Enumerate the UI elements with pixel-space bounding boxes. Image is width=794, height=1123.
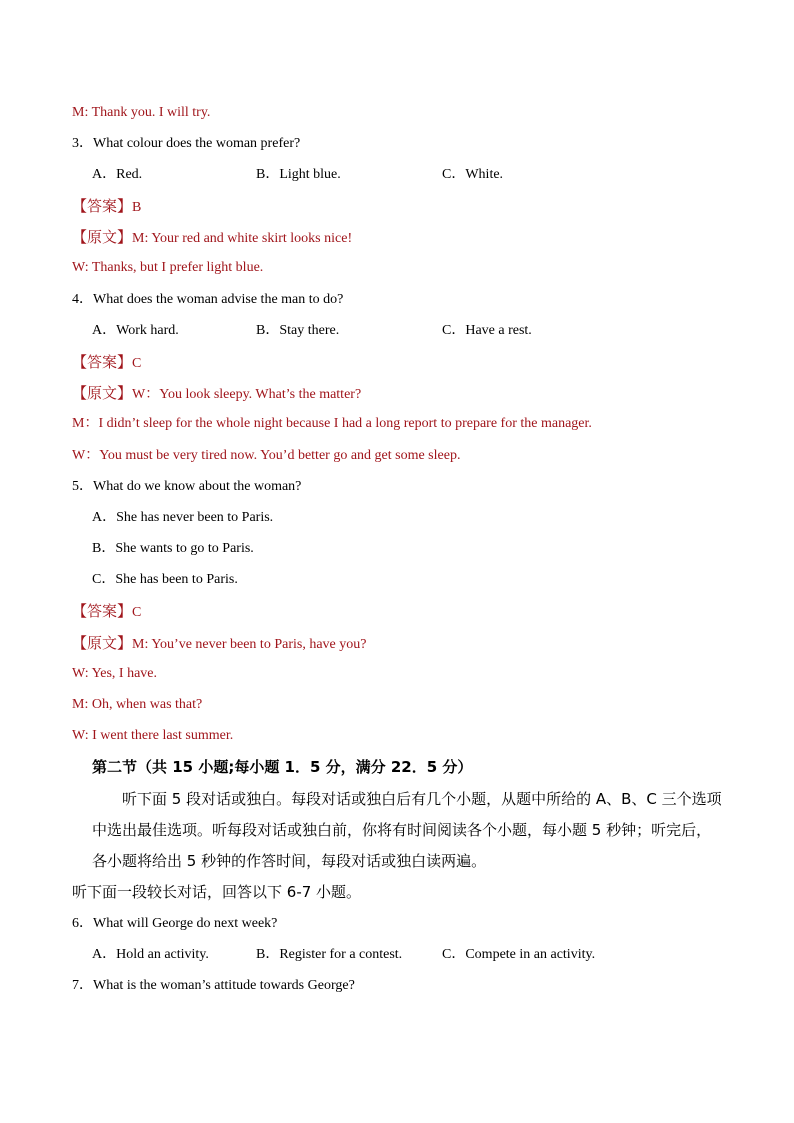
option-c: C．White. xyxy=(442,167,504,182)
dialogue-line: M: Thank you. I will try. xyxy=(72,105,211,120)
transcript-tag: 【原文】 xyxy=(72,634,133,652)
answer-line xyxy=(72,197,141,217)
answer-line xyxy=(72,353,141,373)
dialogue-line: W: I went there last summer. xyxy=(72,728,234,743)
transcript-line xyxy=(72,634,366,654)
option-b: B．She wants to go to Paris. xyxy=(92,541,254,556)
dialogue-line: W：You must be very tired now. You’d better go and get some sleep. xyxy=(72,448,461,463)
option-b: B．Register for a contest. xyxy=(256,947,403,962)
transcript-tag: 【原文】 xyxy=(72,384,133,402)
answer-tag: 【答案】 xyxy=(72,353,133,371)
question-4: 4．What does the woman advise the man to do? xyxy=(72,292,344,307)
question-5: 5．What do we know about the woman? xyxy=(72,479,302,494)
question-3: 3．What colour does the woman prefer? xyxy=(72,136,301,151)
option-a: A．She has never been to Paris. xyxy=(92,510,274,525)
transcript-line xyxy=(72,228,352,248)
option-b: B．Stay there. xyxy=(256,323,340,338)
answer-line xyxy=(72,602,141,622)
answer-value: B xyxy=(132,200,142,215)
answer-tag: 【答案】 xyxy=(72,602,133,620)
transcript-text: M: You’ve never been to Paris, have you? xyxy=(132,637,367,652)
answer-tag: 【答案】 xyxy=(72,197,133,215)
dialogue-line: M：I didn’t sleep for the whole night because I had a long report to prepare for the manager. xyxy=(72,416,592,431)
option-a: A．Red. xyxy=(92,167,143,182)
dialogue-line: W: Thanks, but I prefer light blue. xyxy=(72,260,264,275)
transcript-text: W：You look sleepy. What’s the matter? xyxy=(132,387,362,402)
option-a: A．Hold an activity. xyxy=(92,947,209,962)
section-heading: 第二节（共 15 小题;每小题 1．5 分，满分 22．5 分） xyxy=(92,758,473,776)
option-c: C．Have a rest. xyxy=(442,323,532,338)
transcript-line xyxy=(72,384,361,404)
option-b: B．Light blue. xyxy=(256,167,341,182)
answer-value: C xyxy=(132,605,142,620)
transcript-tag: 【原文】 xyxy=(72,228,133,246)
question-6: 6．What will George do next week? xyxy=(72,916,278,931)
dialogue-line: W: Yes, I have. xyxy=(72,666,158,681)
question-7: 7．What is the woman’s attitude towards George? xyxy=(72,978,355,993)
answer-value: C xyxy=(132,356,142,371)
instructions: 听下面 5 段对话或独白。每段对话或独白后有几个小题，从题中所给的 A、B、C 三个选项中选出最佳选项。听每段对话或独白前，你将有时间阅读各个小题，每小题 5 秒钟；听完后，各小题将给出 5 秒钟的作答时间，每段对话或独白读两遍。 xyxy=(92,790,722,870)
sub-instruction: 听下面一段较长对话，回答以下 6-7 小题。 xyxy=(72,883,362,901)
option-a: A．Work hard. xyxy=(92,323,179,338)
dialogue-line: M: Oh, when was that? xyxy=(72,697,203,712)
option-c: C．Compete in an activity. xyxy=(442,947,596,962)
transcript-text: M: Your red and white skirt looks nice! xyxy=(132,231,353,246)
option-c: C．She has been to Paris. xyxy=(92,572,238,587)
